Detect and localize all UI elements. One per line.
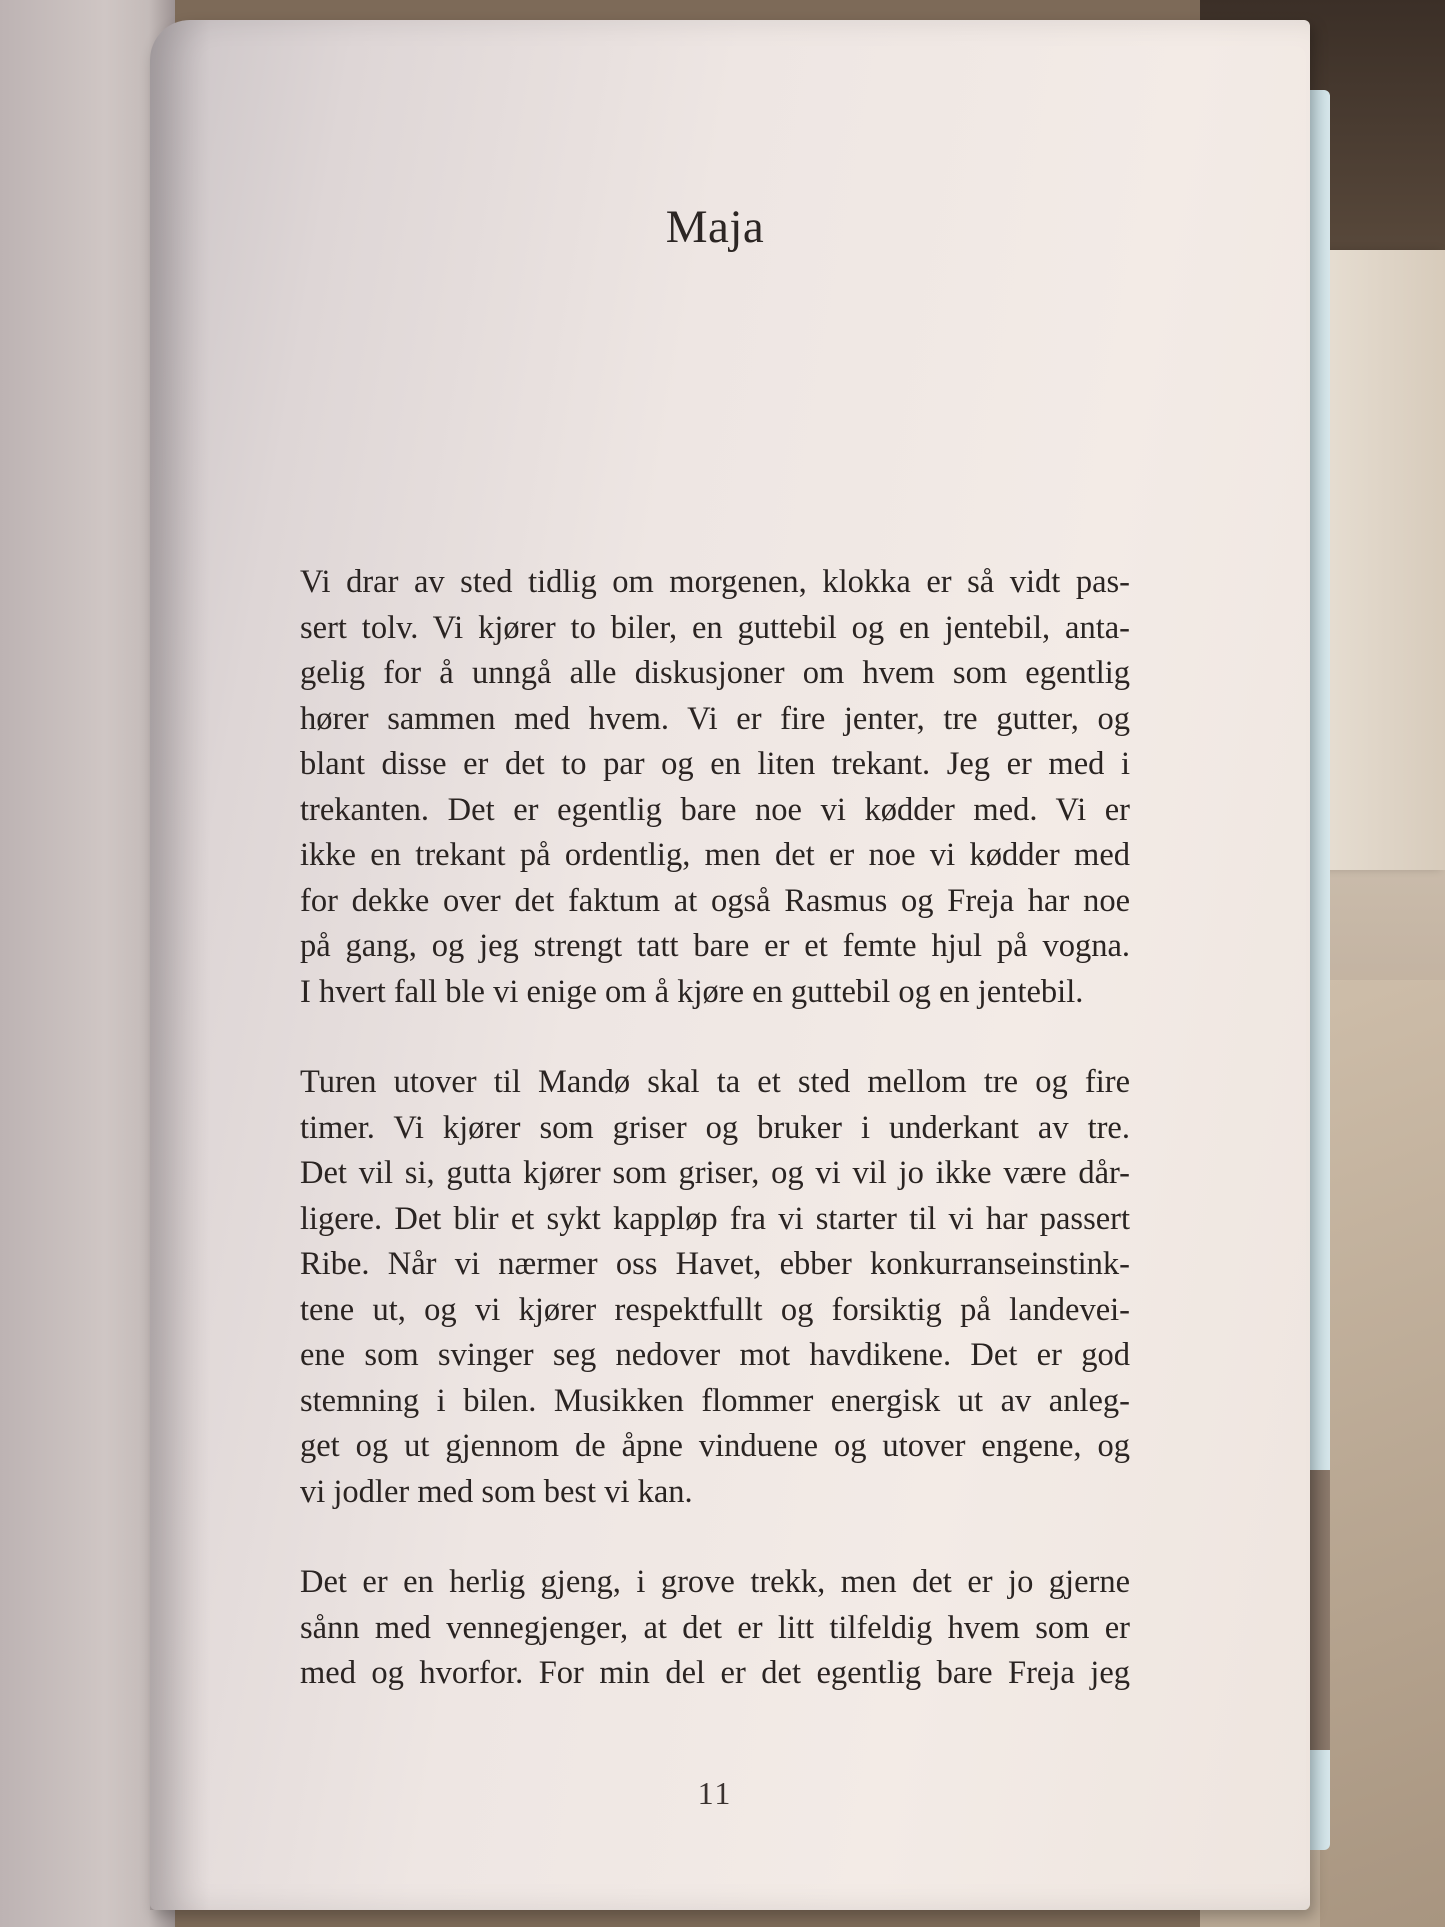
text-line: timer. Vi kjører som griser og bruker i underkant av tre. xyxy=(300,1109,1130,1146)
text-line: I hvert fall ble vi enige om å kjøre en guttebil og en jentebil. xyxy=(300,973,1084,1010)
page-number: 11 xyxy=(697,1775,733,1811)
paragraph-2 xyxy=(300,1060,1130,1515)
text-line: trekanten. Det er egentlig bare noe vi kødder med. Vi er xyxy=(300,791,1130,828)
chapter-title: Maja xyxy=(665,201,765,253)
text-line: ikke en trekant på ordentlig, men det er noe vi kødder med xyxy=(300,837,1130,873)
text-line: get og ut gjennom de åpne vinduene og utover engene, og xyxy=(300,1428,1130,1464)
text-line: gelig for å unngå alle diskusjoner om hvem som egentlig xyxy=(300,655,1130,691)
text-line: på gang, og jeg strengt tatt bare er et femte hjul på vogna. xyxy=(300,928,1130,964)
text-line: sånn med vennegjenger, at det er litt tilfeldig hvem som er xyxy=(300,1609,1130,1646)
body-text xyxy=(300,560,1130,1742)
paragraph-1 xyxy=(300,560,1130,1015)
text-line: ene som svinger seg nedover mot havdikene. Det er god xyxy=(300,1337,1130,1373)
text-line: for dekke over det faktum at også Rasmus og Freja har noe xyxy=(300,882,1130,919)
gutter-shadow xyxy=(150,20,210,1910)
text-line: hører sammen med hvem. Vi er fire jenter, tre gutter, og xyxy=(300,700,1130,737)
text-line: vi jodler med som best vi kan. xyxy=(300,1473,693,1510)
text-line: blant disse er det to par og en liten trekant. Jeg er med i xyxy=(300,746,1130,782)
text-line: stemning i bilen. Musikken flommer energisk ut av anleg- xyxy=(300,1382,1130,1419)
text-line: tene ut, og vi kjører respektfullt og forsiktig på landevei- xyxy=(300,1291,1130,1328)
text-line: med og hvorfor. For min del er det egentlig bare Freja jeg xyxy=(300,1655,1130,1691)
paragraph-3 xyxy=(300,1560,1130,1697)
left-facing-page xyxy=(0,0,175,1927)
book-page xyxy=(150,20,1310,1910)
text-line: Det vil si, gutta kjører som griser, og vi vil jo ikke være dår- xyxy=(300,1155,1130,1191)
text-line: Ribe. Når vi nærmer oss Havet, ebber konkurranseinstink- xyxy=(300,1246,1130,1282)
text-line: ligere. Det blir et sykt kappløp fra vi starter til vi har passert xyxy=(300,1200,1130,1237)
text-line: Vi drar av sted tidlig om morgenen, klokka er så vidt pas- xyxy=(300,564,1130,600)
text-line: sert tolv. Vi kjører to biler, en guttebil og en jentebil, anta- xyxy=(300,609,1130,646)
text-line: Det er en herlig gjeng, i grove trekk, men det er jo gjerne xyxy=(300,1564,1130,1600)
text-line: Turen utover til Mandø skal ta et sted mellom tre og fire xyxy=(300,1064,1130,1100)
background-floor xyxy=(1320,980,1445,1927)
